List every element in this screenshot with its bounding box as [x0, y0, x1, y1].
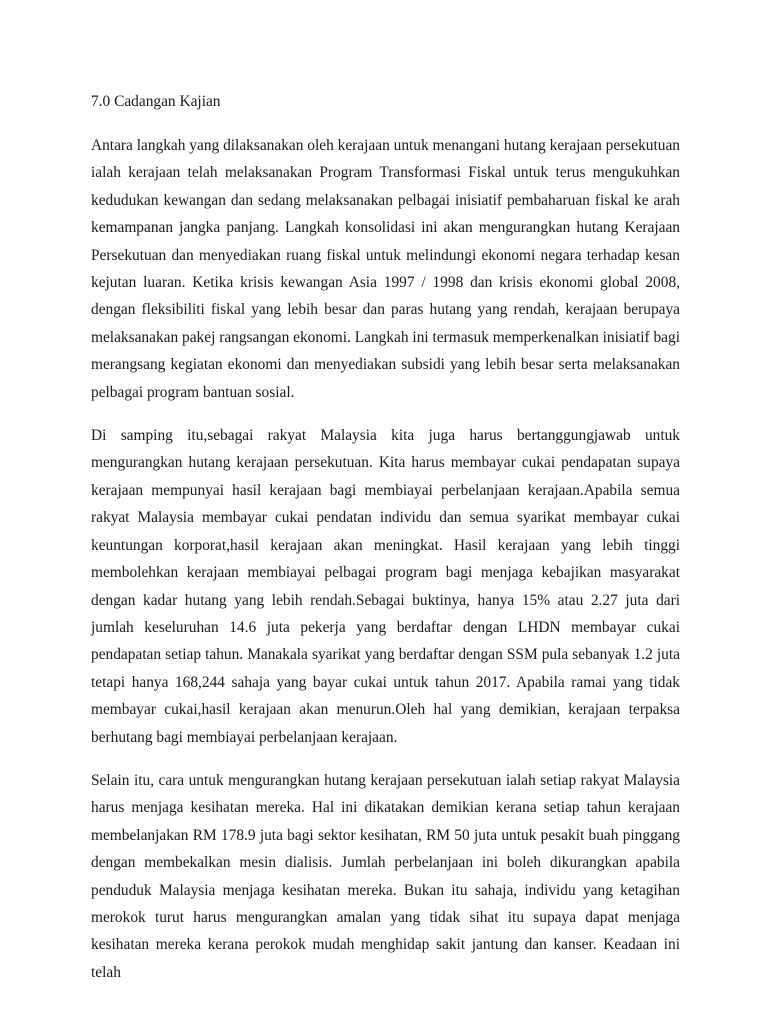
section-heading: 7.0 Cadangan Kajian [91, 93, 221, 110]
paragraph-1: Antara langkah yang dilaksanakan oleh kerajaan untuk menangani hutang kerajaan persekutuan ialah kerajaan telah melaksanakan Program Transformasi Fiskal untuk terus mengukuhkan kedudukan kewangan dan sedang melaksanakan pelbagai inisiatif pembaharuan fiskal ke arah kemampanan jangka panjang. Langkah konsolidasi ini akan mengurangkan hutang Kerajaan Persekutuan dan menyediakan ruang fiskal untuk melindungi ekonomi negara terhadap kesan kejutan luaran. Ketika krisis kewangan Asia 1997 / 1998 dan krisis ekonomi global 2008, dengan fleksibiliti fiskal yang lebih besar dan paras hutang yang rendah, kerajaan berupaya melaksanakan pakej rangsangan ekonomi. Langkah ini termasuk memperkenalkan inisiatif bagi merangsang kegiatan ekonomi dan menyediakan subsidi yang lebih besar serta melaksanakan pelbagai program bantuan sosial. [91, 137, 680, 401]
paragraph-3: Selain itu, cara untuk mengurangkan hutang kerajaan persekutuan ialah setiap rakyat Malaysia harus menjaga kesihatan mereka. Hal ini dikatakan demikian kerana setiap tahun kerajaan membelanjakan RM 178.9 juta bagi sektor kesihatan, RM 50 juta untuk pesakit buah pinggang dengan membekalkan mesin dialisis. Jumlah perbelanjaan ini boleh dikurangkan apabila penduduk Malaysia menjaga kesihatan mereka. Bukan itu sahaja, individu yang ketagihan merokok turut harus mengurangkan amalan yang tidak sihat itu supaya dapat menjaga kesihatan mereka kerana perokok mudah menghidap sakit jantung dan kanser. Keadaan ini telah [91, 771, 680, 981]
document-body [91, 89, 680, 986]
paragraph-2: Di samping itu,sebagai rakyat Malaysia kita juga harus bertanggungjawab untuk mengurangkan hutang kerajaan persekutuan. Kita harus membayar cukai pendapatan supaya kerajaan mempunyai hasil kerajaan bagi membiayai perbelanjaan kerajaan.Apabila semua rakyat Malaysia membayar cukai pendatan individu dan semua syarikat membayar cukai keuntungan korporat,hasil kerajaan akan meningkat. Hasil kerajaan yang lebih tinggi membolehkan kerajaan membiayai pelbagai program bagi menjaga kebajikan masyarakat dengan kadar hutang yang lebih rendah.Sebagai buktinya, hanya 15% atau 2.27 juta dari jumlah keseluruhan 14.6 juta pekerja yang berdaftar dengan LHDN membayar cukai pendapatan setiap tahun. Manakala syarikat yang berdaftar dengan SSM pula sebanyak 1.2 juta tetapi hanya 168,244 sahaja yang bayar cukai untuk tahun 2017. Apabila ramai yang tidak membayar cukai,hasil kerajaan akan menurun.Oleh hal yang demikian, kerajaan terpaksa berhutang bagi membiayai perbelanjaan kerajaan. [91, 427, 680, 746]
